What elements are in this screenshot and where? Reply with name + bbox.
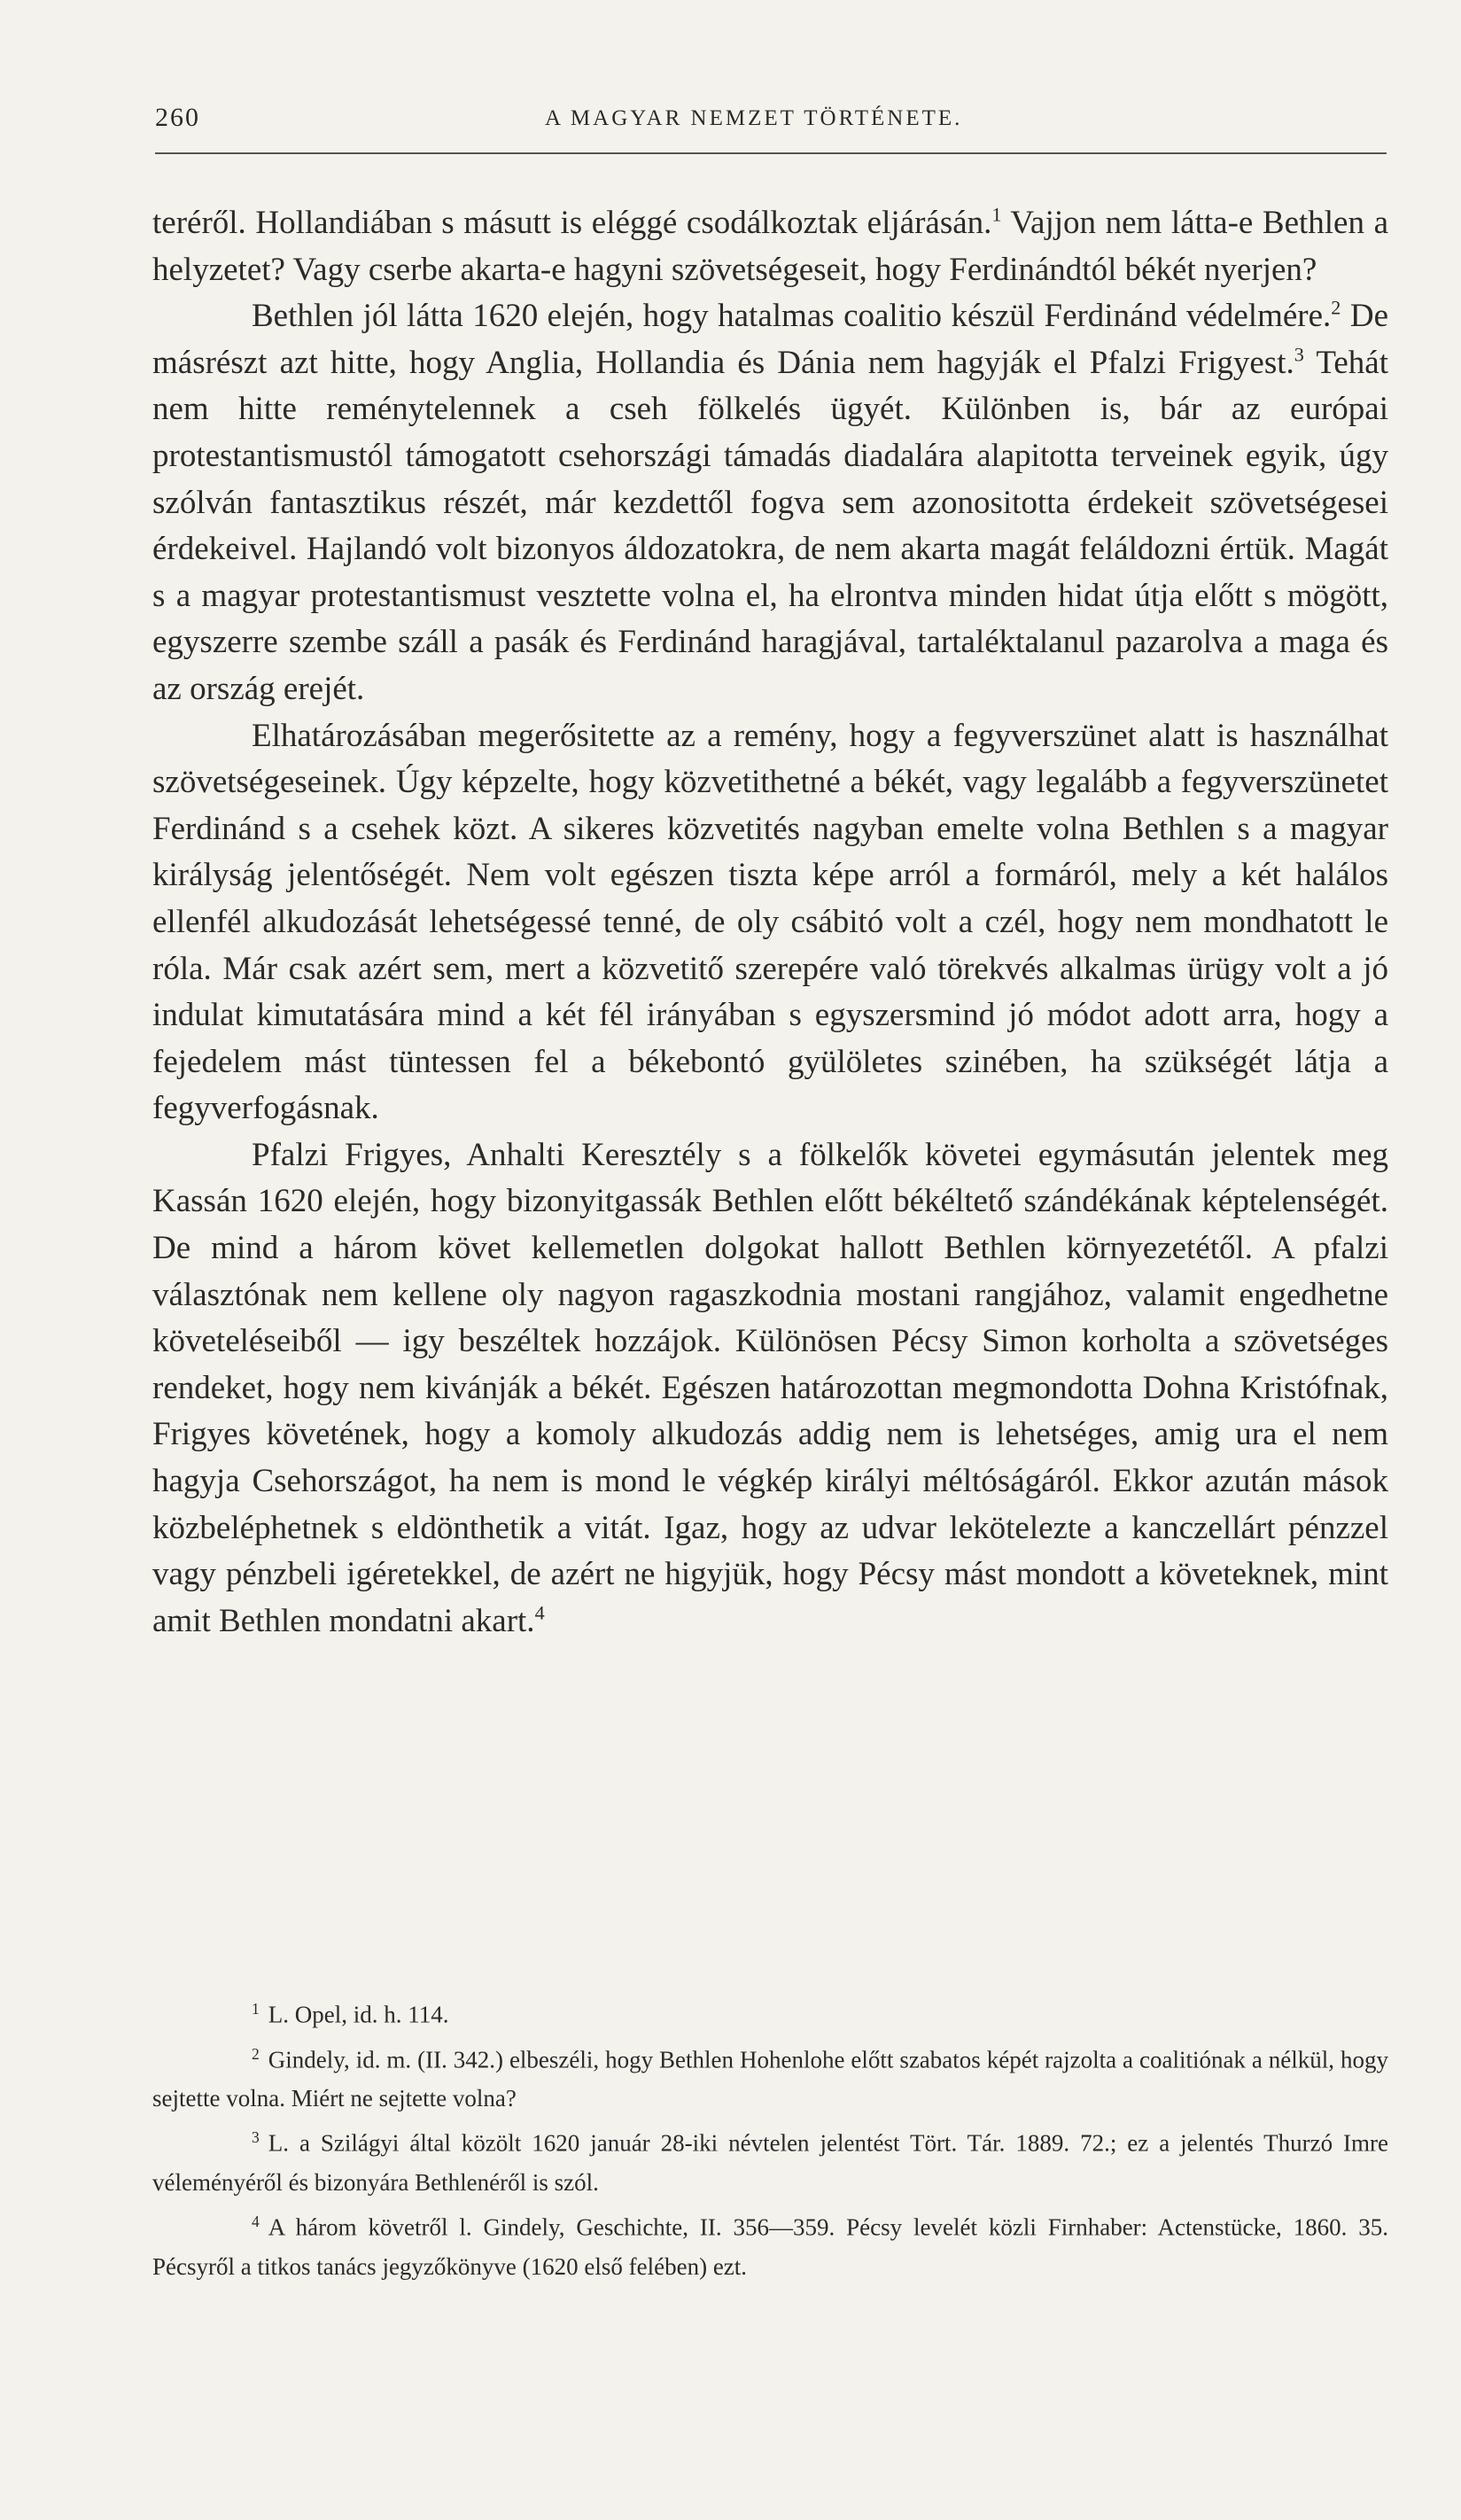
footnote-ref-3: 3 — [1294, 343, 1304, 366]
page-number: 260 — [155, 103, 200, 132]
footnote-text: L. Opel, id. h. 114. — [268, 2001, 449, 2028]
paragraph-3 — [152, 713, 1388, 1132]
footnote-number: 1 — [252, 2000, 260, 2018]
footnote-text: L. a Szilágyi által közölt 1620 január 28-iki névtelen jelentést Tört. Tár. 1889. 72.; ez a jelentés Thurzó Imre véleményéről és bizonyára Bethlenéről is szól. — [152, 2129, 1388, 2196]
paragraph-1 — [152, 200, 1388, 293]
paragraph-2 — [152, 293, 1388, 712]
text-segment: Elhatározásában megerősitette az a remény, hogy a fegyverszünet alatt is használhat szövetségeseinek. Úgy képzelte, hogy közvetithetné a békét, vagy legalább a fegyverszünetet Ferdinánd s a csehek közt. A sikeres közvetités nagyban emelte volna Bethlen s a magyar királyság jelentőségét. Nem volt egészen tiszta képe arról a formáról, mely a két halálos ellenfél alkudozását lehetségessé tenné, de oly csábitó volt a czél, hogy nem mondhatott le róla. Már csak azért sem, mert a közvetitő szerepére való törekvés alkalmas ürügy volt a jó indulat kimutatására mind a két fél irányában s egyszersmind jó módot adott arra, hogy a fejedelem mást tüntessen fel a békebontó gyülöletes szinében, ha szükségét látja a fegyverfogásnak. — [152, 717, 1388, 1127]
footnote-number: 3 — [252, 2128, 260, 2147]
footnote-text: Gindely, id. m. (II. 342.) elbeszéli, hogy Bethlen Hohenlohe előtt szabatos képét rajzolta a coalitiónak a nélkül, hogy sejtette volna. Miért ne sejtette volna? — [152, 2046, 1388, 2112]
footnote-number: 2 — [252, 2044, 260, 2063]
footnote-ref-4: 4 — [534, 1601, 545, 1624]
footnote-ref-1: 1 — [991, 203, 1002, 226]
text-segment: Vajjon nem látta-e Bethlen a helyzetet? Vagy cserbe akarta-e hagyni szövetségeseit, hogy Ferdinándtól békét nyerjen? — [152, 205, 1388, 288]
running-title: A MAGYAR NEMZET TÖRTÉNETE. — [545, 106, 963, 130]
footnote-number: 4 — [252, 2212, 260, 2230]
page-header — [155, 99, 1387, 154]
footnote-4 — [152, 2202, 1388, 2286]
paragraph-4 — [152, 1132, 1388, 1645]
body-text — [152, 200, 1388, 1645]
text-segment: De másrészt azt hitte, hogy Anglia, Hollandia és Dánia nem hagyják el Pfalzi Frigyest. — [152, 298, 1388, 381]
footnote-2 — [152, 2034, 1388, 2119]
footnote-text: A három követről l. Gindely, Geschichte, II. 356—359. Pécsy levelét közli Firnhaber: Actenstücke, 1860. 35. Pécsyről a titkos tanács jegyzőkönyve (1620 első felében) ezt. — [152, 2213, 1388, 2280]
text-segment: Pfalzi Frigyes, Anhalti Keresztély s a fölkelők követei egymásután jelentek meg Kassán 1620 elején, hogy bizonyitgassák Bethlen előtt békéltető szándékának képtelenségét. De mind a három követ kellemetlen dolgokat hallott Bethlen környezetétől. A pfalzi választónak nem kellene oly nagyon ragaszkodnia mostani rangjához, valamit engedhetne követeléseiből — igy beszéltek hozzájok. Különösen Pécsy Simon korholta a szövetséges rendeket, hogy nem kivánják a békét. Egészen határozottan megmondotta Dohna Kristófnak, Frigyes követének, hogy a komoly alkudozás addig nem is lehetséges, amig ura el nem hagyja Csehországot, ha nem is mond le végkép királyi méltóságáról. Ekkor azután mások közbeléphetnek s eldönthetik a vitát. Igaz, hogy az udvar lekötelezte a kanczellárt pénzzel vagy pénzbeli igéretekkel, de azért ne higyjük, hogy Pécsy mást mondott a követeknek, mint amit Bethlen mondatni akart. — [152, 1136, 1388, 1639]
text-segment: Tehát nem hitte reménytelennek a cseh fölkelés ügyét. Különben is, bár az európai protestantismustól támogatott csehországi támadás diadalára alapitotta terveinek egyik, úgy szólván fantasztikus részét, már kezdettől fogva sem azonositotta érdekeit szövetségesei érdekeivel. Hajlandó volt bizonyos áldozatokra, de nem akarta magát feláldozni értük. Magát s a magyar protestantismust vesztette volna el, ha elrontva minden hidat útja előtt s mögött, egyszerre szembe száll a pasák és Ferdinánd haragjával, tartaléktalanul pazarolva a maga és az ország erejét. — [152, 344, 1388, 707]
footnote-3 — [152, 2118, 1388, 2202]
footnote-1 — [152, 1989, 1388, 2034]
footnote-ref-2: 2 — [1331, 296, 1341, 319]
text-segment: Bethlen jól látta 1620 elején, hogy hatalmas coalitio készül Ferdinánd védelmére. — [252, 298, 1332, 335]
footnotes — [152, 1989, 1388, 2286]
text-segment: teréről. Hollandiában s másutt is eléggé csodálkoztak eljárásán. — [152, 205, 992, 241]
